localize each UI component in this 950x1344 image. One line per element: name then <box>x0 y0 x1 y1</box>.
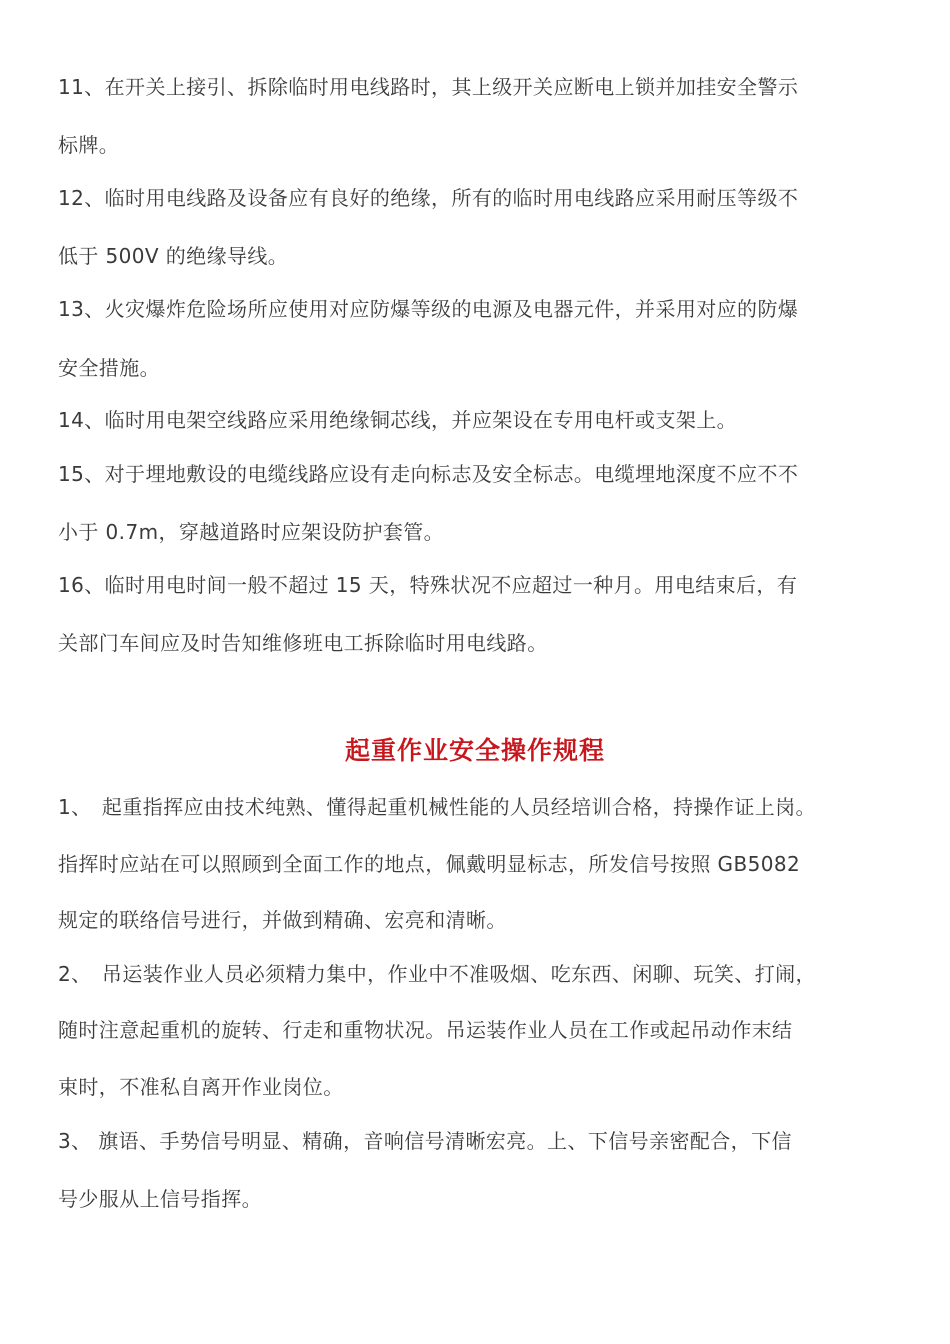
rule-1-line-1: 1、 起重指挥应由技术纯熟、懂得起重机械性能的人员经培训合格，持操作证上岗。 <box>58 795 816 819</box>
section-title: 起重作业安全操作规程 <box>344 736 605 765</box>
item-15-line-1: 15、对于埋地敷设的电缆线路应设有走向标志及安全标志。电缆埋地深度不应不不 <box>58 462 799 486</box>
rule-1-line-3: 规定的联络信号进行，并做到精确、宏亮和清晰。 <box>58 908 507 932</box>
item-16-line-2: 关部门车间应及时告知维修班电工拆除临时用电线路。 <box>58 631 548 655</box>
item-11-line-2: 标牌。 <box>58 133 120 157</box>
rule-2-line-3: 束时，不准私自离开作业岗位。 <box>58 1075 344 1099</box>
item-11-line-1: 11、在开关上接引、拆除临时用电线路时，其上级开关应断电上锁并加挂安全警示 <box>58 75 799 99</box>
item-13-line-2: 安全措施。 <box>58 356 160 380</box>
rule-2-line-1: 2、 吊运装作业人员必须精力集中，作业中不准吸烟、吃东西、闲聊、玩笑、打闹， <box>58 962 816 986</box>
rule-2-line-2: 随时注意起重机的旋转、行走和重物状况。吊运装作业人员在工作或起吊动作末结 <box>58 1018 793 1042</box>
item-16-line-1: 16、临时用电时间一般不超过 15 天，特殊状况不应超过一种月。用电结束后，有 <box>58 573 798 597</box>
item-15-line-2: 小于 0.7m，穿越道路时应架设防护套管。 <box>58 520 445 544</box>
item-14-line-1: 14、临时用电架空线路应采用绝缘铜芯线，并应架设在专用电杆或支架上。 <box>58 408 738 432</box>
item-13-line-1: 13、火灾爆炸危险场所应使用对应防爆等级的电源及电器元件，并采用对应的防爆 <box>58 297 799 321</box>
rule-1-line-2: 指挥时应站在可以照顾到全面工作的地点，佩戴明显标志，所发信号按照 GB5082 <box>58 852 801 876</box>
item-12-line-2: 低于 500V 的绝缘导线。 <box>58 244 289 268</box>
item-12-line-1: 12、临时用电线路及设备应有良好的绝缘，所有的临时用电线路应采用耐压等级不 <box>58 186 799 210</box>
rule-3-line-1: 3、 旗语、手势信号明显、精确，音响信号清晰宏亮。上、下信号亲密配合，下信 <box>58 1129 792 1153</box>
rule-3-line-2: 号少服从上信号指挥。 <box>58 1187 262 1211</box>
